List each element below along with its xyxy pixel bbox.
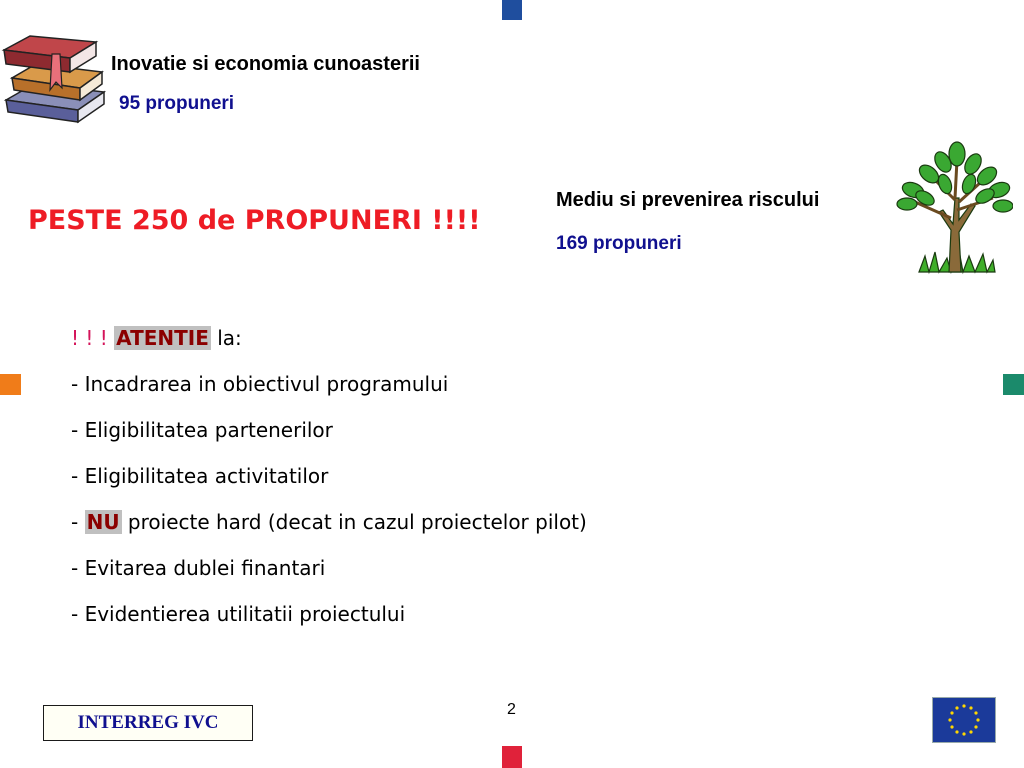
attention-keyword: ATENTIE [116,326,209,350]
bullet-item: - Eligibilitatea partenerilor [71,418,333,442]
red-square-bottom [502,746,522,768]
eu-flag-icon [932,697,996,743]
bullet-item: - Evitarea dublei finantari [71,556,326,580]
bullet-item-nu [71,510,587,534]
bullet-item: - Eligibilitatea activitatilor [71,464,329,488]
orange-square-left [0,374,21,395]
nu-bullet-text: proiecte hard (decat in cazul proiectelor pilot) [127,510,587,534]
bullet-item: - Evidentierea utilitatii proiectului [71,602,406,626]
footer-label: INTERREG IVC [43,705,253,741]
attention-suffix: la: [217,326,242,350]
nu-keyword: NU [86,510,120,534]
books-icon [0,28,108,132]
green-square-right [1003,374,1024,395]
bullet-item: - Incadrarea in obiectivul programului [71,372,449,396]
attention-line [71,326,242,350]
blue-square-top [502,0,522,20]
topic-title-innovation: Inovatie si economia cunoasterii [111,53,420,75]
bullet-dash: - [71,510,79,534]
attention-prefix: ! ! ! [71,326,108,350]
page-number: 2 [507,701,516,718]
topic-count-environment: 169 propuneri [556,233,682,254]
headline: PESTE 250 de PROPUNERI !!!! [28,205,481,236]
topic-title-environment: Mediu si prevenirea riscului [556,189,820,211]
tree-icon [895,140,1013,276]
topic-count-innovation: 95 propuneri [119,93,235,114]
